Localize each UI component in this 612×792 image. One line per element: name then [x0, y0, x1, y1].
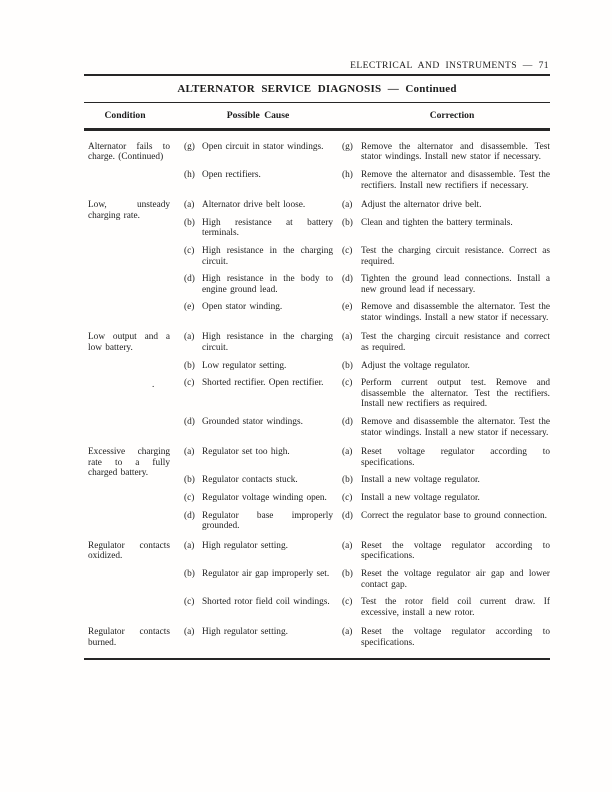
- cause-cell: [184, 541, 342, 562]
- item-label: (a): [184, 200, 195, 211]
- item-label: (c): [184, 493, 195, 504]
- correction-text: Reset voltage regulator according to specifications.: [361, 447, 550, 468]
- item-label: (b): [184, 217, 195, 228]
- item-label: (e): [184, 302, 195, 313]
- cause-cell: [184, 302, 342, 323]
- cause-text: High resistance at battery terminals.: [202, 217, 333, 239]
- correction-text: Reset the voltage regulator air gap and lower contact gap.: [361, 568, 550, 590]
- correction-text: Clean and tighten the battery terminals.: [361, 217, 513, 228]
- condition-cell: Regulator contacts burned.: [88, 627, 170, 648]
- correction-text: Adjust the voltage regulator.: [361, 360, 470, 371]
- correction-cell: [342, 361, 550, 372]
- item-label: (a): [342, 447, 353, 458]
- correction-cell: [342, 218, 550, 239]
- condition-cell: Regulator contacts oxidized.: [88, 540, 170, 562]
- item-label: (c): [342, 493, 353, 504]
- item-label: (b): [184, 360, 195, 371]
- item-label: (h): [342, 169, 353, 180]
- condition-cell: Low output and a low battery.: [88, 332, 170, 354]
- correction-text: Remove the alternator and disassemble. Test the rectifiers. Install new rectifiers if necessary.: [361, 169, 550, 191]
- correction-text: Adjust the alternator drive belt.: [361, 200, 482, 211]
- cause-text: High resistance in the charging circuit.: [202, 245, 333, 267]
- item-label: (a): [342, 540, 353, 551]
- cause-text: Shorted rotor field coil windings.: [202, 597, 330, 608]
- item-label: (c): [184, 597, 195, 608]
- cause-text: Alternator drive belt loose.: [202, 200, 306, 211]
- condition-cell: Excessive charging rate to a fully charged battery.: [88, 447, 170, 479]
- item-label: (d): [184, 274, 195, 285]
- correction-cell: [342, 332, 550, 353]
- table-row: [84, 142, 550, 191]
- stray-mark: .: [152, 380, 155, 390]
- divider: [84, 74, 550, 76]
- running-head: ELECTRICAL AND INSTRUMENTS — 71: [350, 60, 549, 71]
- correction-text: Remove and disassemble the alternator. Test the stator windings. Install a new stator if necessary.: [361, 417, 550, 438]
- correction-cell: [342, 511, 550, 532]
- item-label: (a): [342, 627, 353, 638]
- cause-cell: [184, 378, 342, 410]
- correction-text: Perform current output test. Remove and disassemble the alternator. Test the rectifiers. Install new rectifiers as required.: [361, 378, 550, 410]
- correction-text: Install a new voltage regulator.: [361, 475, 480, 486]
- cause-text: High resistance in the body to engine ground lead.: [202, 274, 333, 295]
- cause-text: Low regulator setting.: [202, 360, 287, 371]
- cause-text: Regulator contacts stuck.: [202, 475, 298, 486]
- correction-cell: [342, 302, 550, 323]
- cause-text: Regulator set too high.: [202, 447, 290, 458]
- cause-cell: [184, 627, 342, 648]
- cause-text: Open circuit in stator windings.: [202, 141, 324, 152]
- item-label: (d): [342, 510, 353, 521]
- item-label: (d): [342, 417, 353, 428]
- item-label: (c): [184, 245, 195, 256]
- condition-cell: Alternator fails to charge. (Continued): [88, 141, 170, 163]
- cause-cell: [184, 218, 342, 239]
- cause-cell: [184, 142, 342, 163]
- correction-cell: [342, 447, 550, 468]
- cause-cell: [184, 475, 342, 486]
- item-label: (d): [184, 510, 195, 521]
- item-label: (a): [184, 627, 195, 638]
- item-label: (c): [342, 378, 353, 389]
- item-label: (c): [184, 378, 195, 389]
- page-title: ALTERNATOR SERVICE DIAGNOSIS — Continued: [177, 82, 457, 95]
- item-label: (a): [342, 200, 353, 211]
- correction-cell: [342, 627, 550, 648]
- condition-cell: Low, unsteady charging rate.: [88, 200, 170, 221]
- cause-cell: [184, 597, 342, 618]
- item-label: (e): [342, 302, 353, 313]
- correction-cell: [342, 142, 550, 163]
- table-header-row: [84, 103, 550, 127]
- cause-text: Open rectifiers.: [202, 169, 261, 180]
- correction-text: Test the rotor field coil current draw. If excessive, install a new rotor.: [361, 597, 550, 618]
- cause-cell: [184, 200, 342, 211]
- column-header-possible-cause: Possible Cause: [226, 110, 290, 122]
- item-label: (b): [342, 360, 353, 371]
- cause-cell: [184, 170, 342, 191]
- item-label: (a): [184, 332, 195, 343]
- item-label: (c): [342, 597, 353, 608]
- cause-text: High regulator setting.: [202, 627, 288, 638]
- cause-text: High regulator setting.: [202, 540, 288, 551]
- cause-cell: [184, 493, 342, 504]
- cause-cell: [184, 332, 342, 353]
- cause-cell: [184, 246, 342, 267]
- cause-cell: [184, 447, 342, 468]
- cause-cell: [184, 417, 342, 438]
- cause-cell: [184, 511, 342, 532]
- item-label: (c): [342, 245, 353, 256]
- cause-text: High resistance in the charging circuit.: [202, 332, 333, 354]
- table-row: [84, 200, 550, 323]
- cause-text: Open stator winding.: [202, 302, 283, 313]
- column-header-condition: Condition: [104, 110, 146, 122]
- correction-cell: [342, 378, 550, 410]
- item-label: (a): [184, 447, 195, 458]
- table-container: [84, 60, 550, 660]
- correction-text: Tighten the ground lead connections. Install a new ground lead if necessary.: [361, 274, 550, 295]
- item-label: (b): [342, 475, 353, 486]
- item-label: (g): [342, 141, 353, 152]
- correction-text: Test the charging circuit resistance and correct as required.: [361, 332, 550, 354]
- correction-cell: [342, 475, 550, 486]
- item-label: (d): [342, 274, 353, 285]
- correction-text: Remove and disassemble the alternator. Test the stator windings. Install a new stator if necessary.: [361, 302, 550, 323]
- cause-cell: [184, 569, 342, 590]
- correction-text: Reset the voltage regulator according to specifications.: [361, 540, 550, 562]
- cause-text: Regulator voltage winding open.: [202, 493, 327, 504]
- correction-cell: [342, 200, 550, 211]
- item-label: (b): [184, 475, 195, 486]
- item-label: (b): [342, 217, 353, 228]
- correction-cell: [342, 417, 550, 438]
- correction-cell: [342, 569, 550, 590]
- item-label: (a): [184, 540, 195, 551]
- item-label: (b): [184, 568, 195, 579]
- item-label: (d): [184, 417, 195, 428]
- divider: [84, 658, 550, 660]
- correction-text: Reset the voltage regulator according to specifications.: [361, 627, 550, 648]
- correction-text: Correct the regulator base to ground connection.: [361, 510, 547, 521]
- cause-cell: [184, 274, 342, 295]
- correction-cell: [342, 246, 550, 267]
- cause-text: Shorted rectifier. Open rectifier.: [202, 378, 324, 389]
- item-label: (a): [342, 332, 353, 343]
- table-row: [84, 447, 550, 532]
- correction-cell: [342, 170, 550, 191]
- table-row: [84, 627, 550, 648]
- cause-text: Regulator base improperly grounded.: [202, 510, 333, 532]
- table-row: [84, 541, 550, 619]
- correction-cell: [342, 541, 550, 562]
- item-label: (b): [342, 568, 353, 579]
- column-header-correction: Correction: [429, 110, 475, 122]
- item-label: (h): [184, 169, 195, 180]
- item-label: (g): [184, 141, 195, 152]
- correction-cell: [342, 597, 550, 618]
- correction-cell: [342, 274, 550, 295]
- divider: [84, 128, 550, 130]
- correction-text: Remove the alternator and disassemble. Test stator windings. Install new stator if necessary.: [361, 141, 550, 163]
- correction-text: Test the charging circuit resistance. Correct as required.: [361, 245, 550, 267]
- cause-cell: [184, 361, 342, 372]
- cause-text: Regulator air gap improperly set.: [202, 568, 330, 579]
- cause-text: Grounded stator windings.: [202, 417, 303, 428]
- correction-text: Install a new voltage regulator.: [361, 493, 480, 504]
- correction-cell: [342, 493, 550, 504]
